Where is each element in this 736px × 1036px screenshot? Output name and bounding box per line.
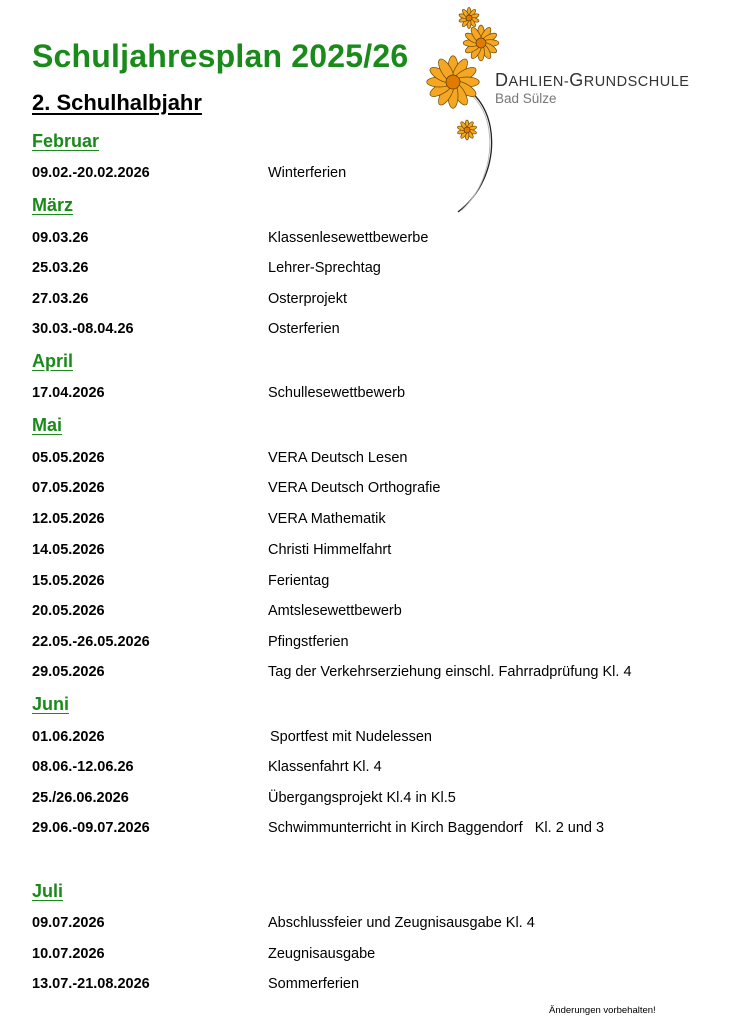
flower-small-top [458,8,479,29]
event-date: 08.06.-12.06.26 [32,759,134,775]
school-name [495,70,689,91]
event-row [0,946,736,966]
event-row [0,511,736,531]
event-date: 12.05.2026 [32,511,105,527]
school-name-initial-1: D [495,70,509,90]
event-title: Amtslesewettbewerb [268,603,402,619]
school-name-rest-2: RUNDSCHULE [583,74,690,90]
event-row [0,820,736,840]
event-row [0,230,736,250]
event-date: 20.05.2026 [32,603,105,619]
event-row [0,260,736,280]
event-row [0,573,736,593]
event-row [0,603,736,623]
month-heading-juli: Juli [32,881,64,901]
event-date: 25./26.06.2026 [32,790,129,806]
school-name-rest-1: AHLIEN- [508,74,570,90]
event-date: 14.05.2026 [32,542,105,558]
month-heading-april: April [32,351,74,371]
event-title: Pfingstferien [268,634,349,650]
flower-center [466,15,472,21]
event-title: Schullesewettbewerb [268,385,406,401]
month-heading-maerz: März [32,195,74,215]
flower-large [427,56,480,109]
event-title: Sportfest mit Nudelessen [270,729,432,745]
page-title: Schuljahresplan 2025/26 [32,38,409,74]
school-location: Bad Sülze [495,91,557,106]
event-title: VERA Deutsch Lesen [268,450,408,466]
event-date: 05.05.2026 [32,450,105,466]
month-heading-juni: Juni [32,694,70,714]
event-date: 10.07.2026 [32,946,105,962]
event-row [0,915,736,935]
event-date: 15.05.2026 [32,573,105,589]
event-date: 25.03.26 [32,260,89,276]
event-row [0,634,736,654]
event-row [0,976,736,996]
event-date: 09.07.2026 [32,915,105,931]
event-title: Osterferien [268,321,340,337]
event-date: 29.05.2026 [32,664,105,680]
event-title: Schwimmunterricht in Kirch Baggendorf Kl. 2 und 3 [268,820,605,836]
event-title: Christi Himmelfahrt [268,542,392,558]
event-row [0,165,736,185]
event-title: VERA Deutsch Orthografie [268,480,441,496]
event-date: 27.03.26 [32,291,89,307]
flower-center [446,75,460,89]
month-heading-februar: Februar [32,131,100,151]
event-row [0,321,736,341]
event-title: Tag der Verkehrserziehung einschl. Fahrradprüfung Kl. 4 [268,664,632,680]
event-row [0,729,736,749]
event-date: 22.05.-26.05.2026 [32,634,150,650]
event-date: 09.03.26 [32,230,89,246]
event-date: 01.06.2026 [32,729,105,745]
event-title: Klassenlesewettbewerbe [268,230,429,246]
event-row [0,385,736,405]
event-row [0,291,736,311]
event-title: Sommerferien [268,976,360,992]
flower-center [476,38,486,48]
event-date: 09.02.-20.02.2026 [32,165,150,181]
event-title: Winterferien [268,165,347,181]
event-title: Ferientag [268,573,330,589]
event-title: Klassenfahrt Kl. 4 [268,759,382,775]
month-heading-mai: Mai [32,415,63,435]
flower-small-bottom [457,120,477,140]
event-row [0,664,736,684]
event-title: Abschlussfeier und Zeugnisausgabe Kl. 4 [268,915,535,931]
footer-note: Änderungen vorbehalten! [549,1005,656,1016]
event-title: VERA Mathematik [268,511,386,527]
logo-stem-curve-inner [462,90,490,210]
event-row [0,790,736,810]
event-row [0,450,736,470]
event-title: Übergangsprojekt Kl.4 in Kl.5 [268,790,456,806]
event-title: Lehrer-Sprechtag [268,260,381,276]
event-title: Zeugnisausgabe [268,946,376,962]
event-date: 30.03.-08.04.26 [32,321,134,337]
event-title: Osterprojekt [268,291,347,307]
school-name-initial-2: G [569,70,584,90]
event-date: 29.06.-09.07.2026 [32,820,150,836]
event-row [0,759,736,779]
flower-center [464,127,470,133]
flower-medium [463,25,499,61]
event-date: 13.07.-21.08.2026 [32,976,150,992]
semester-heading: 2. Schulhalbjahr [32,90,202,115]
event-date: 07.05.2026 [32,480,105,496]
event-row [0,542,736,562]
event-row [0,480,736,500]
event-date: 17.04.2026 [32,385,105,401]
